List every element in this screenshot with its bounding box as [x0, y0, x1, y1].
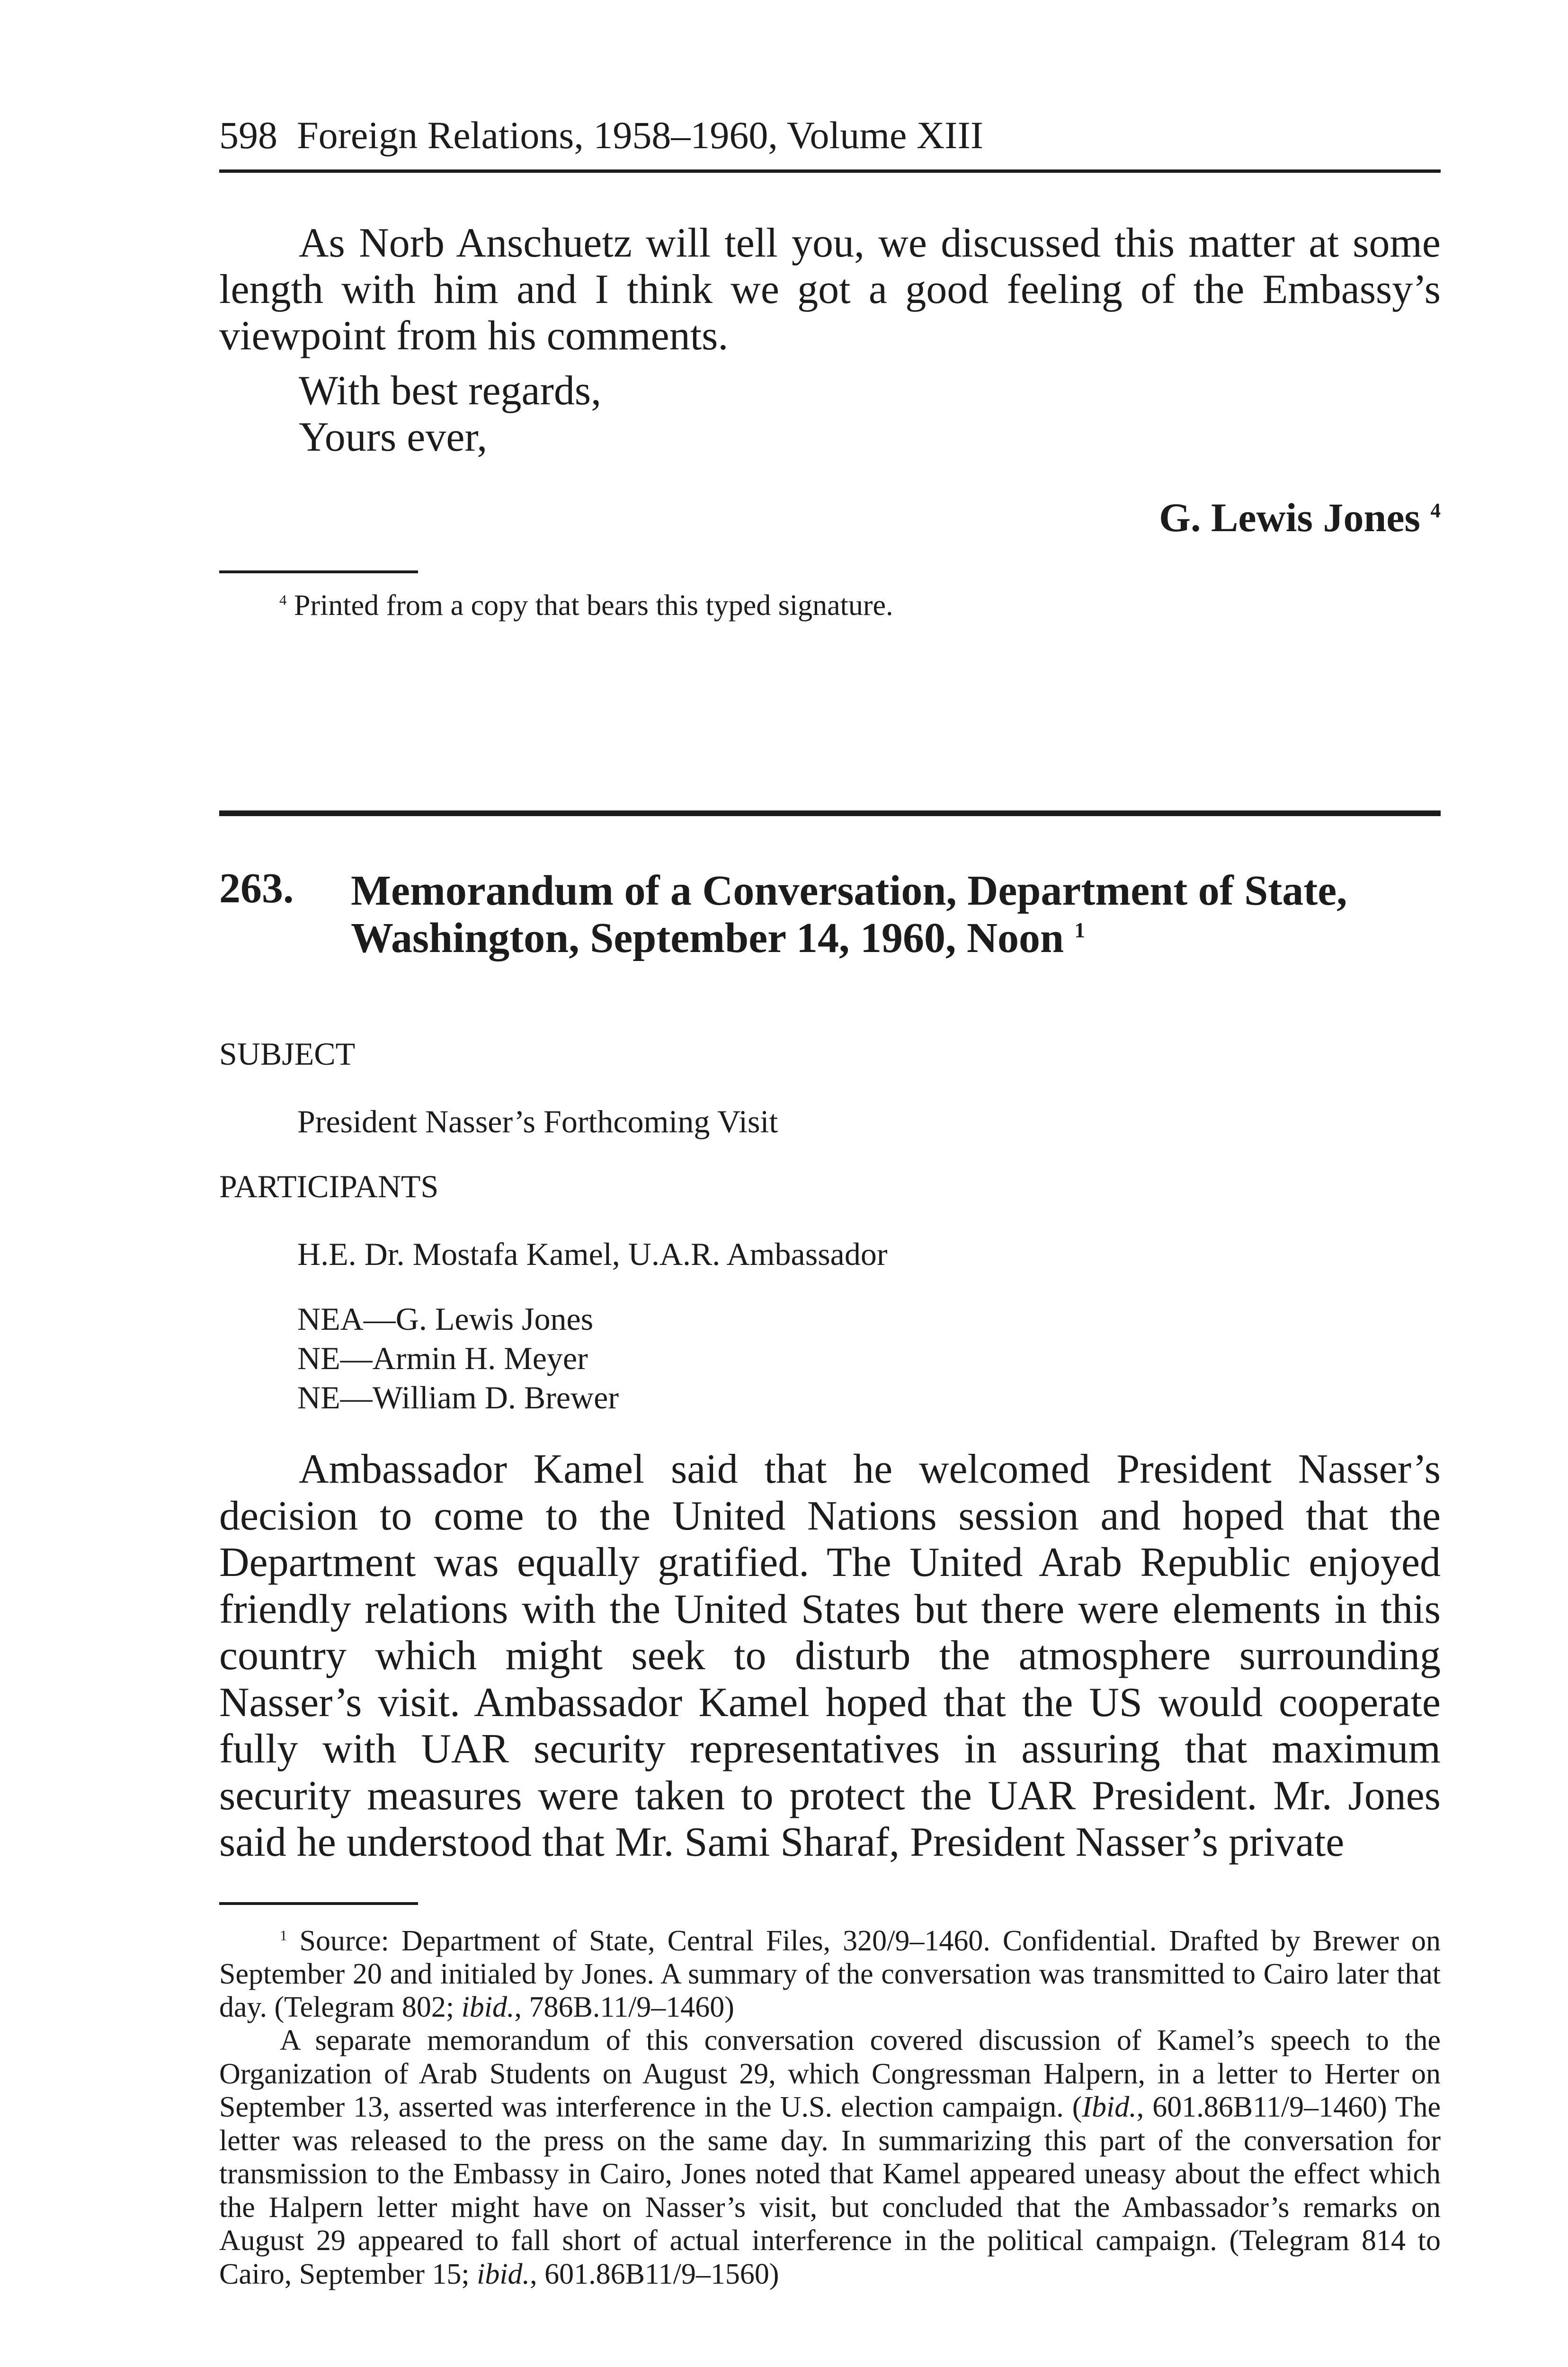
participant: NE—William D. Brewer [297, 1379, 619, 1415]
header-rule [219, 169, 1441, 173]
memorandum-body: Ambassador Kamel said that he welcomed President Nasser’s decision to come to the United Nations session and hoped that the Department was equally gratified. The United Arab Republic enjoyed friendly relations with the United States but there were elements in this country which might seek to disturb the atmosphere surrounding Nasser’s visit. Ambassador Kamel hoped that the US would cooperate fully with UAR security representatives in assuring that maximum security measures were taken to protect the UAR President. Mr. Jones said he understood that Mr. Sami Sharaf, President Nasser’s private [219, 1446, 1441, 1865]
document-title [351, 867, 1440, 962]
letter-paragraph: As Norb Anschuetz will tell you, we discussed this matter at some length with him and I think we got a good feeling of the Embassy’s viewpoint from his comments. [219, 220, 1441, 359]
letter-closing-yours: Yours ever, [299, 414, 488, 460]
footnote-ibid: ibid. [477, 2258, 530, 2290]
document-title-line-1: Memorandum of a Conversation, Department of State, [351, 867, 1347, 914]
page-number: 598 [219, 114, 277, 157]
footnote-ibid: Ibid. [1082, 2091, 1137, 2123]
footnote-text: , 786B.11/9–1460) [514, 1991, 734, 2023]
footnote-text: , 601.86B11/9–1460) The letter was released to the press on the same day. In summarizing this part of the conversation for transmission to the Embassy in Cairo, Jones noted that Kamel appeared uneasy about the effect which the Halpern letter might have on Nasser’s visit, but concluded that the Ambassador’s remarks on August 29 appeared to fall short of actual interference in the political campaign. (Telegram 814 to Cairo, September 15; [219, 2091, 1441, 2290]
footnote-text: A separate memorandum of this conversation covered discussion of Kamel’s speech to the Organization of Arab Students on August 29, which Congressman Halpern, in a letter to Herter on September 13, asserted was interference in the U.S. election campaign. ( [219, 2024, 1441, 2123]
participant: H.E. Dr. Mostafa Kamel, U.A.R. Ambassador [297, 1236, 888, 1272]
document-number: 263. [219, 865, 294, 912]
document-title-footnote-ref: 1 [1074, 918, 1086, 942]
document-title-line-2: Washington, September 14, 1960, Noon [351, 915, 1064, 961]
running-header [219, 116, 1441, 155]
volume-title: Foreign Relations, 1958–1960, Volume XIII [297, 114, 984, 157]
footnote-ibid: ibid. [461, 1991, 515, 2023]
footnote-rule [219, 1902, 418, 1905]
participants-label: PARTICIPANTS [219, 1168, 439, 1204]
footnote-1-marker: 1 [280, 1927, 287, 1944]
footnote-1-continuation [219, 2024, 1441, 2291]
footnote-text: Source: Department of State, Central Files, 320/9–1460. Confidential. Drafted by Brewer on September 20 and initialed by Jones. A summary of the conversation was transmitted to Cairo later that day. (Telegram 802; [219, 1925, 1441, 2023]
footnote-4-text: Printed from a copy that bears this typed signature. [294, 589, 893, 622]
participant: NE—Armin H. Meyer [297, 1340, 588, 1376]
letter-signature [1159, 497, 1441, 538]
letter-closing-regards: With best regards, [299, 368, 602, 414]
signature-footnote-ref: 4 [1430, 499, 1441, 522]
subject-label: SUBJECT [219, 1036, 356, 1072]
document-separator-rule [219, 810, 1441, 816]
footnote-4 [279, 591, 893, 620]
footnote-rule [219, 570, 418, 573]
participant: NEA—G. Lewis Jones [297, 1301, 594, 1337]
subject-value: President Nasser’s Forthcoming Visit [297, 1103, 778, 1139]
footnote-text: , 601.86B11/9–1560) [530, 2258, 779, 2290]
signature-name: G. Lewis Jones [1159, 495, 1420, 540]
footnote-4-marker: 4 [279, 591, 287, 608]
footnote-1-source [219, 1924, 1441, 2024]
